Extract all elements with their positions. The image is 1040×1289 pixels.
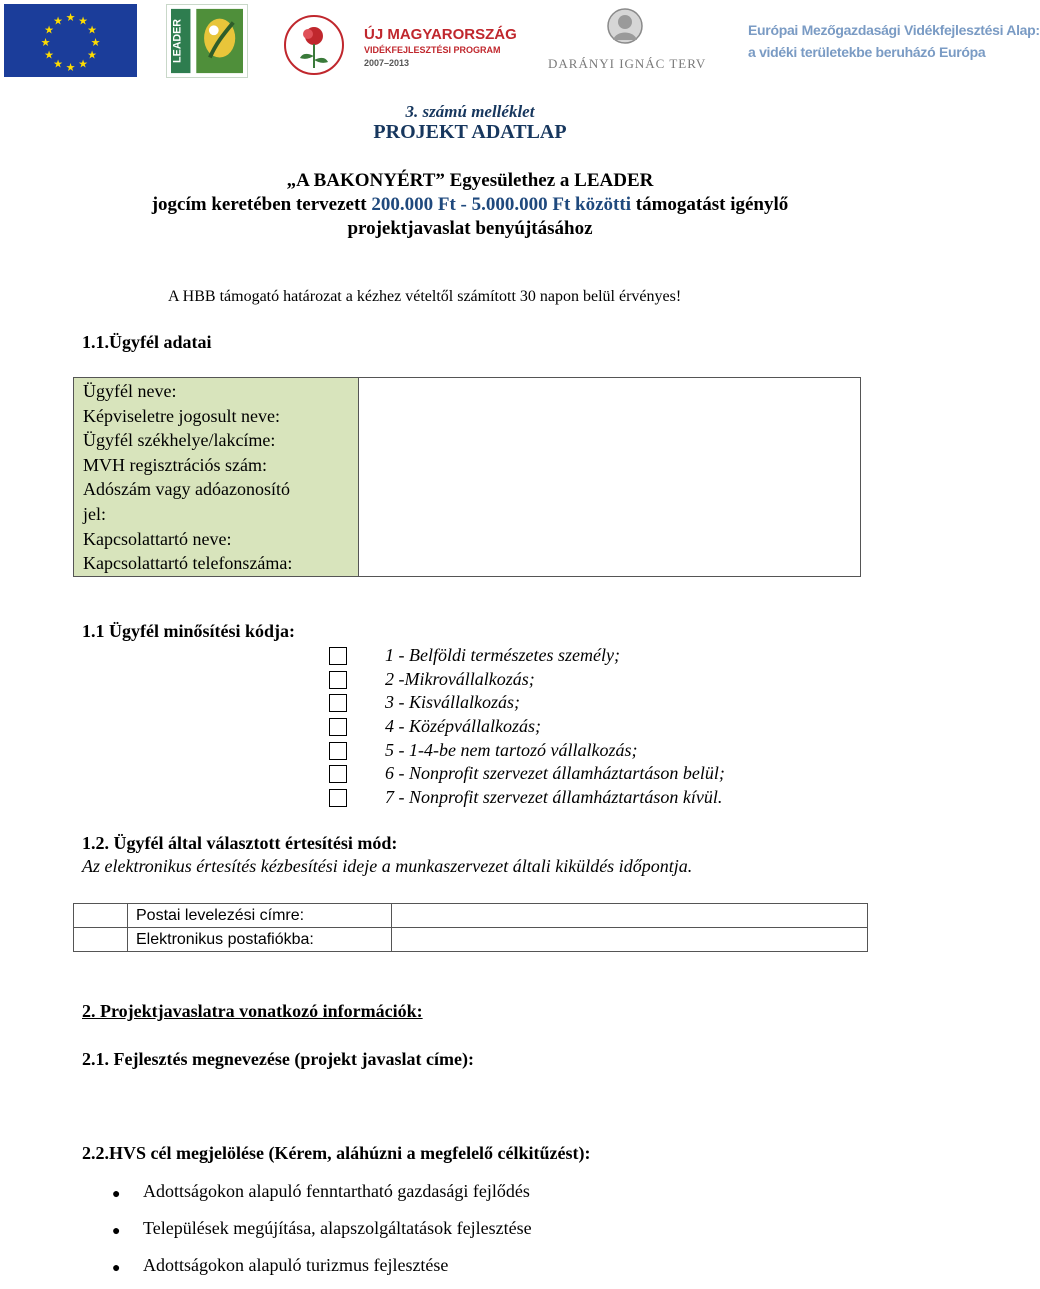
eu-flag-logo [4,4,137,77]
subtitle-line-2a: jogcím keretében tervezett [151,194,372,215]
leader-logo-text: LEADER [171,19,184,63]
development-title: 2.1. Fejlesztés megnevezése (projekt javaslat címe): [82,1049,475,1069]
svg-text:★: ★ [87,48,97,62]
client-label: Adószám vagy adóazonosító [83,479,290,500]
client-labels-cell [74,378,359,577]
svg-text:★: ★ [44,23,54,37]
umvp-title: ÚJ MAGYARORSZÁG [364,26,517,43]
amount-range: 200.000 Ft - 5.000.000 Ft közötti [371,194,631,215]
qualification-title: 1.1 Ügyfél minősítési kódja: [82,621,295,641]
notify-checkbox-cell[interactable] [74,928,128,952]
client-label: Képviseletre jogosult neve: [83,405,280,426]
notification-note: Az elektronikus értesítés kézbesítési ideje a munkaszervezet általi kiküldés időpontja. [82,856,693,876]
portrait-icon [606,6,644,54]
svg-text:★: ★ [65,61,76,74]
client-data-table [73,377,861,577]
postal-address-input[interactable] [392,904,868,928]
goal-label: Települések megújítása, alapszolgáltatások fejlesztése [143,1218,532,1238]
notification-table [73,903,868,952]
client-label: MVH regisztrációs szám: [83,454,267,475]
svg-text:★: ★ [65,11,76,24]
notify-option-label: Postai levelezési címre: [128,904,392,928]
qualification-option-label: 4 - Középvállalkozás; [385,716,541,737]
qualification-option-label: 6 - Nonprofit szervezet államháztartáson belül; [385,763,725,784]
svg-text:★: ★ [53,57,63,71]
subtitle-line-2b: támogatást igénylő [631,194,789,215]
qualification-option-label: 1 - Belföldi természetes személy; [385,645,620,665]
electronic-mailbox-input[interactable] [392,928,868,952]
hvs-goal-title: 2.2.HVS cél megjelölése (Kérem, aláhúzni a megfelelő célkitűzést): [82,1143,591,1163]
checkbox[interactable] [329,742,347,760]
umvp-subtitle: VIDÉKFEJLESZTÉSI PROGRAM [364,45,501,55]
subtitle-line-3: projektjavaslat benyújtásához [347,218,593,239]
checkbox[interactable] [329,789,347,807]
client-label: Ügyfél neve: [83,381,177,401]
svg-text:★: ★ [53,14,63,28]
bullet-icon: ● [112,1224,121,1239]
page-title: PROJEKT ADATLAP [373,121,567,143]
checkbox[interactable] [329,718,347,736]
umvp-years: 2007–2013 [364,58,410,68]
project-section-title: 2. Projektjavaslatra vonatkozó információk: [82,1001,423,1021]
svg-text:★: ★ [44,48,54,62]
eafrd-line-1: Európai Mezőgazdasági Vidékfejlesztési Alap: [748,22,1040,38]
bullet-icon: ● [112,1187,121,1202]
svg-text:★: ★ [90,36,101,49]
eu-stars-icon [4,4,137,77]
checkbox[interactable] [329,647,347,665]
checkbox[interactable] [329,765,347,783]
goal-label: Adottságokon alapuló fenntartható gazdasági fejlődés [143,1181,530,1201]
uj-magyarorszag-logo [278,8,526,78]
eafrd-line-2: a vidéki területekbe beruházó Európa [748,44,986,60]
client-label: Kapcsolattartó telefonszáma: [83,553,293,574]
annex-label: 3. számú melléklet [405,102,535,121]
qualification-option-label: 2 -Mikrovállalkozás; [385,668,535,689]
daranyi-text: DARÁNYI IGNÁC TERV [548,56,707,71]
svg-text:★: ★ [78,57,88,71]
bullet-icon: ● [112,1261,121,1276]
client-label: jel: [83,503,106,524]
checkbox[interactable] [329,694,347,712]
client-label: Kapcsolattartó neve: [83,528,232,549]
notify-option-label: Elektronikus postafiókba: [128,928,392,952]
notification-title: 1.2. Ügyfél által választott értesítési mód: [82,833,398,853]
leader-logo [166,4,248,78]
rose-icon [278,14,354,76]
subtitle-line-1: „A BAKONYÉRT” Egyesülethez a LEADER [286,170,654,191]
notify-checkbox-cell[interactable] [74,904,128,928]
client-section-title: 1.1.Ügyfél adatai [82,332,212,352]
eafrd-logo [748,22,1040,70]
goal-label: Adottságokon alapuló turizmus fejlesztése [143,1255,449,1275]
client-values-input[interactable] [359,378,861,577]
client-label: Ügyfél székhelye/lakcíme: [83,430,276,451]
svg-text:★: ★ [87,23,97,37]
subtitle-line-2 [0,194,940,216]
qualification-option-label: 3 - Kisvállalkozás; [385,692,520,713]
checkbox[interactable] [329,671,347,689]
daranyi-ignac-terv-logo [548,6,707,78]
svg-text:★: ★ [78,14,88,28]
qualification-option-label: 7 - Nonprofit szervezet államháztartáson kívül. [385,787,723,808]
svg-text:★: ★ [40,36,51,49]
qualification-option-label: 5 - 1-4-be nem tartozó vállalkozás; [385,739,638,760]
validity-note: A HBB támogató határozat a kézhez vételtől számított 30 napon belül érvényes! [168,288,682,305]
